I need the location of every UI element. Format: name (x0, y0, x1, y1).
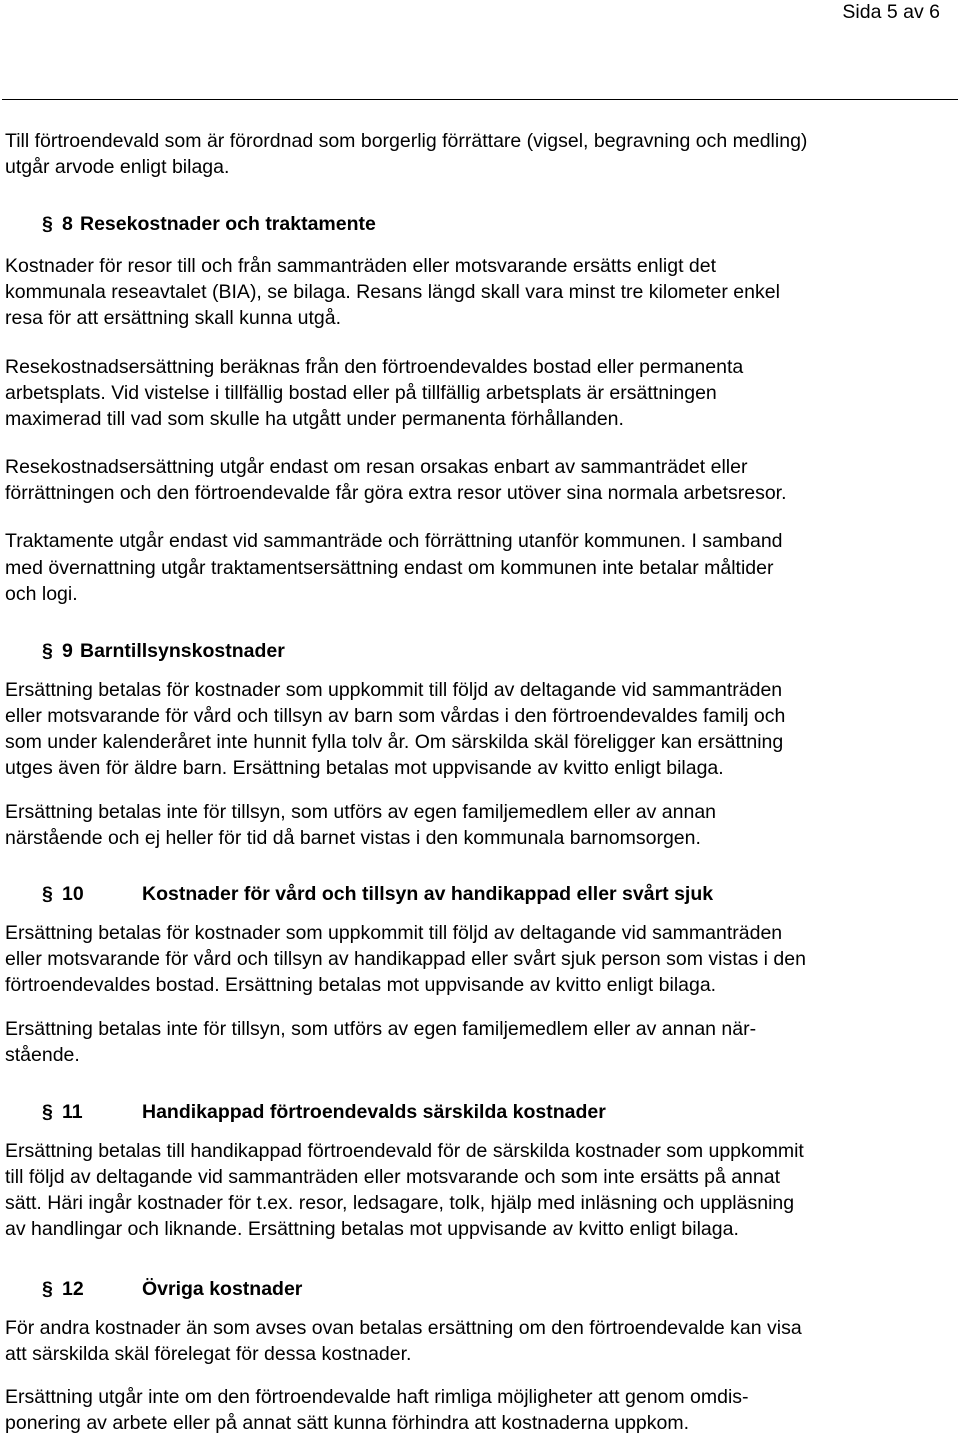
paragraph-line: Till förtroendevald som är förordnad som borgerlig förrättare (vigsel, begravning och medling) (5, 130, 808, 152)
paragraph-line: kommunala reseavtalet (BIA), se bilaga. Resans längd skall vara minst tre kilometer enkel (5, 281, 780, 303)
paragraph-line: ponering av arbete eller på annat sätt kunna förhindra att kostnaderna uppkom. (5, 1412, 690, 1434)
paragraph-line: och logi. (5, 583, 78, 605)
paragraph-line: närstående och ej heller för tid då barnet vistas i den kommunala barnomsorgen. (5, 827, 701, 849)
paragraph-line: Resekostnadsersättning utgår endast om resan orsakas enbart av sammanträdet eller (5, 456, 748, 478)
paragraph-line: som under kalenderåret inte hunnit fylla tolv år. Om särskilda skäl föreligger kan ersättning (5, 731, 784, 753)
section-symbol: § (42, 1278, 53, 1300)
paragraph-line: med övernattning utgår traktamentsersättning endast om kommunen inte betalar måltider (5, 557, 774, 579)
paragraph-line: För andra kostnader än som avses ovan betalas ersättning om den förtroendevalde kan visa (5, 1317, 802, 1339)
paragraph-line: arbetsplats. Vid vistelse i tillfällig bostad eller på tillfällig arbetsplats är ersättningen (5, 382, 717, 404)
section-symbol: § (42, 1101, 53, 1123)
paragraph-line: Ersättning betalas inte för tillsyn, som utförs av egen familjemedlem eller av annan (5, 801, 717, 823)
paragraph-line: resa för att ersättning skall kunna utgå. (5, 307, 342, 329)
page-number: Sida 5 av 6 (842, 1, 940, 23)
section-symbol: § (42, 640, 53, 662)
header-divider (2, 99, 958, 100)
section-title: Resekostnader och traktamente (80, 213, 376, 235)
paragraph-line: maximerad till vad som skulle ha utgått under permanenta förhållanden. (5, 408, 624, 430)
paragraph-line: Ersättning utgår inte om den förtroendevalde haft rimliga möjligheter att genom omdis- (5, 1386, 749, 1408)
paragraph-line: eller motsvarande för vård och tillsyn av handikappad eller svårt sjuk person som vistas i den (5, 948, 806, 970)
section-number: 9 (62, 640, 73, 662)
paragraph-line: av handlingar och liknande. Ersättning betalas mot uppvisande av kvitto enligt bilaga. (5, 1218, 739, 1240)
paragraph-line: eller motsvarande för vård och tillsyn av barn som vårdas i den förtroendevaldes familj och (5, 705, 786, 727)
paragraph-line: stående. (5, 1044, 80, 1066)
paragraph-line: Resekostnadsersättning beräknas från den förtroendevaldes bostad eller permanenta (5, 356, 744, 378)
paragraph-line: utges även för äldre barn. Ersättning betalas mot uppvisande av kvitto enligt bilaga. (5, 757, 724, 779)
paragraph-line: att särskilda skäl förelegat för dessa kostnader. (5, 1343, 412, 1365)
paragraph-line: Kostnader för resor till och från sammanträden eller motsvarande ersätts enligt det (5, 255, 717, 277)
paragraph-line: förtroendevaldes bostad. Ersättning betalas mot uppvisande av kvitto enligt bilaga. (5, 974, 717, 996)
section-number: 12 (62, 1278, 84, 1300)
section-title: Kostnader för vård och tillsyn av handikappad eller svårt sjuk (142, 883, 714, 905)
paragraph-line: till följd av deltagande vid sammanträden eller motsvarande och som inte ersätts på annat (5, 1166, 781, 1188)
paragraph-line: Ersättning betalas för kostnader som uppkommit till följd av deltagande vid sammanträden (5, 679, 783, 701)
paragraph-line: Ersättning betalas till handikappad förtroendevald för de särskilda kostnader som uppkommit (5, 1140, 804, 1162)
section-title: Barntillsynskostnader (80, 640, 285, 662)
section-number: 8 (62, 213, 73, 235)
paragraph-line: Ersättning betalas inte för tillsyn, som utförs av egen familjemedlem eller av annan när- (5, 1018, 757, 1040)
section-number: 11 (62, 1101, 83, 1123)
paragraph-line: Ersättning betalas för kostnader som uppkommit till följd av deltagande vid sammanträden (5, 922, 783, 944)
paragraph-line: sätt. Häri ingår kostnader för t.ex. resor, ledsagare, tolk, hjälp med inläsning och uppläsning (5, 1192, 795, 1214)
paragraph-line: utgår arvode enligt bilaga. (5, 156, 230, 178)
section-symbol: § (42, 883, 53, 905)
paragraph-line: Traktamente utgår endast vid sammanträde och förrättning utanför kommunen. I samband (5, 530, 783, 552)
section-title: Handikappad förtroendevalds särskilda kostnader (142, 1101, 606, 1123)
paragraph-line: förrättningen och den förtroendevalde får göra extra resor utöver sina normala arbetsresor. (5, 482, 787, 504)
section-symbol: § (42, 213, 53, 235)
section-number: 10 (62, 883, 84, 905)
section-title: Övriga kostnader (142, 1278, 303, 1300)
